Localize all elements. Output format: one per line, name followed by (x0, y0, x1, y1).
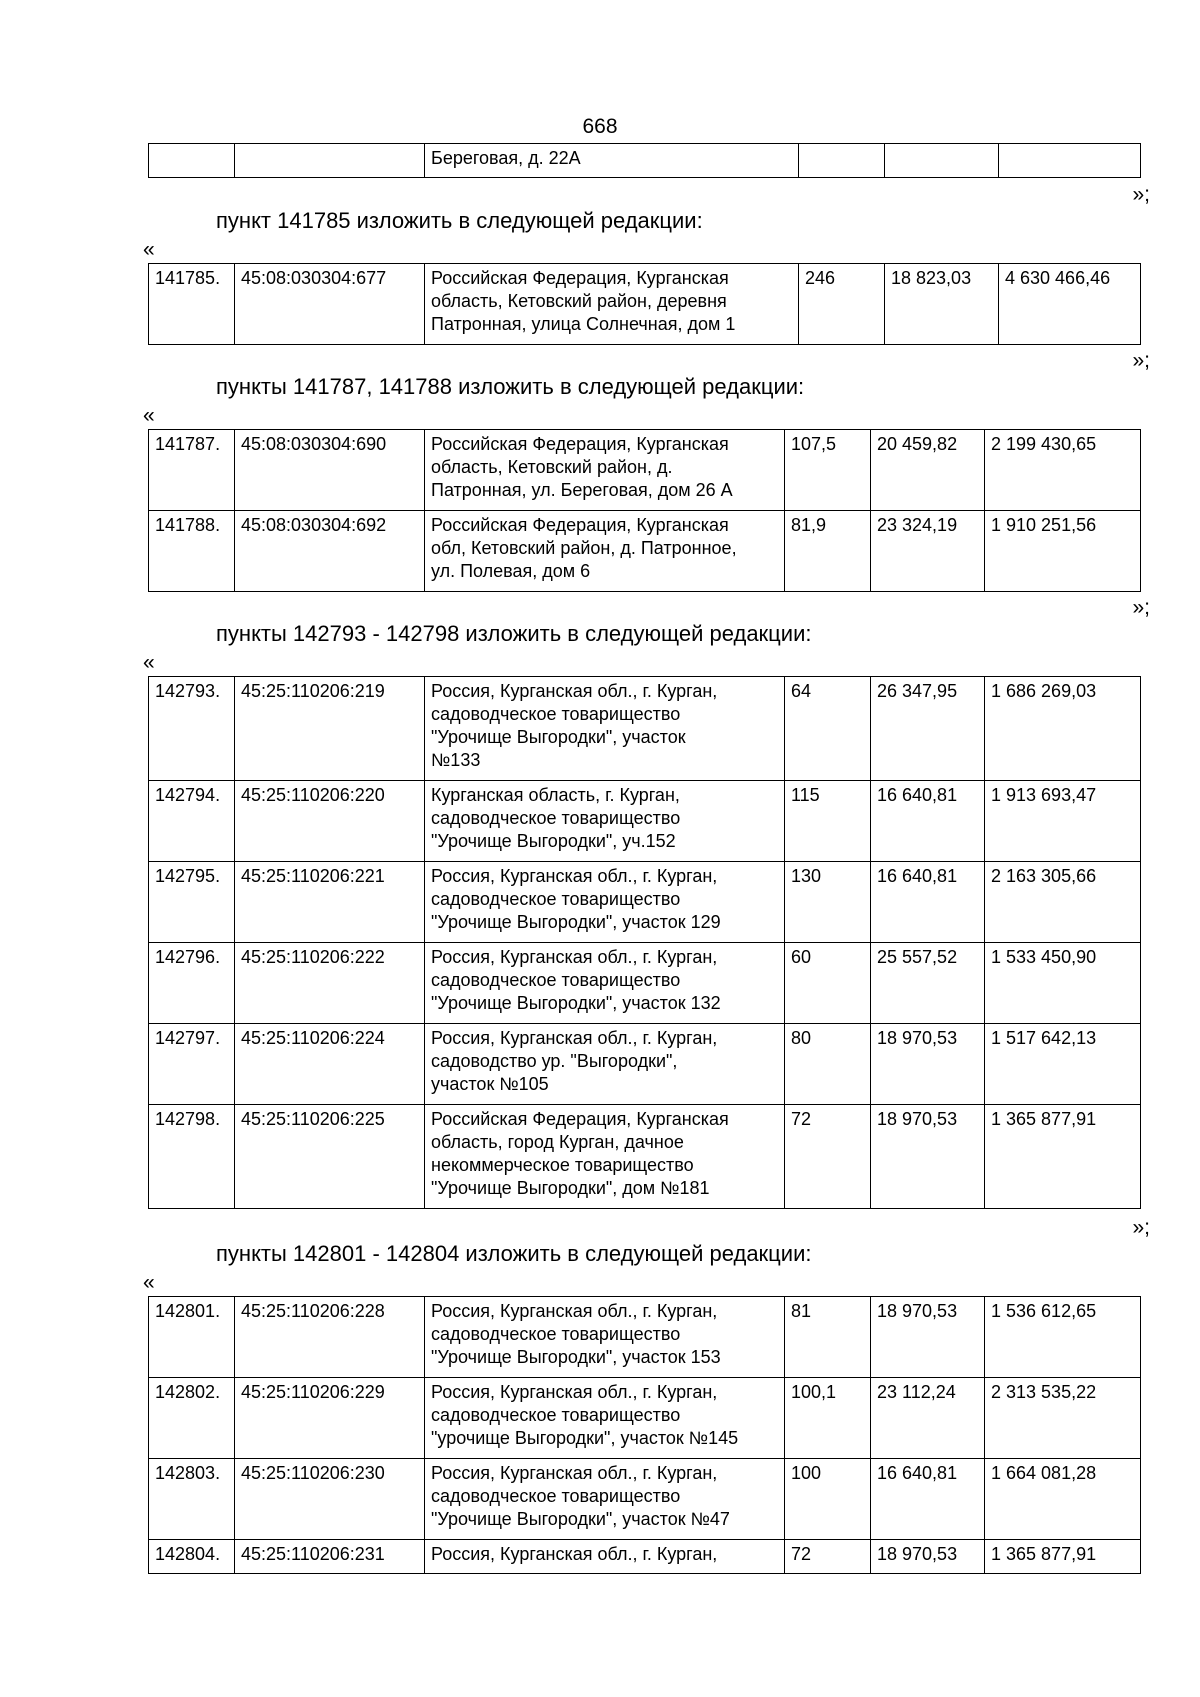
cadastral-number-cell: 45:25:110206:224 (235, 1024, 425, 1105)
cadastral-value-cell: 1 365 877,91 (985, 1540, 1141, 1574)
specific-value-cell: 23 324,19 (871, 511, 985, 592)
opening-quote: « (143, 238, 155, 261)
cadastral-value-cell: 1 365 877,91 (985, 1105, 1141, 1209)
item-number-cell: 142802. (149, 1378, 235, 1459)
item-number-cell: 142804. (149, 1540, 235, 1574)
item-number-cell: 142801. (149, 1297, 235, 1378)
cadastral-value-cell: 2 199 430,65 (985, 430, 1141, 511)
address-line: Россия, Курганская обл., г. Курган, (431, 947, 718, 967)
cadastral-number-cell: 45:25:110206:229 (235, 1378, 425, 1459)
address-line: участок №105 (431, 1074, 549, 1094)
address-line: садоводческое товарищество (431, 970, 681, 990)
area-cell: 100,1 (785, 1378, 871, 1459)
table-row (149, 144, 1141, 178)
amendment-table (148, 676, 1141, 1209)
address-cell (425, 677, 785, 781)
address-cell (425, 1378, 785, 1459)
address-cell (425, 144, 799, 178)
cadastral-value-cell: 2 313 535,22 (985, 1378, 1141, 1459)
address-line: садоводство ур. "Выгородки", (431, 1051, 678, 1071)
table-row (149, 1024, 1141, 1105)
table-row (149, 943, 1141, 1024)
table-row (149, 1540, 1141, 1574)
area-cell: 115 (785, 781, 871, 862)
table-row (149, 430, 1141, 511)
cadastral-number-cell: 45:25:110206:225 (235, 1105, 425, 1209)
item-number-cell: 142795. (149, 862, 235, 943)
cadastral-value-cell: 1 686 269,03 (985, 677, 1141, 781)
address-line: Патронная, улица Солнечная, дом 1 (431, 314, 736, 334)
opening-quote: « (143, 651, 155, 674)
area-cell: 72 (785, 1105, 871, 1209)
item-number-cell: 142793. (149, 677, 235, 781)
specific-value-cell: 20 459,82 (871, 430, 985, 511)
address-line: Россия, Курганская обл., г. Курган, (431, 1382, 718, 1402)
address-line: "Урочище Выгородки", участок (431, 727, 686, 747)
cadastral-value-cell: 1 536 612,65 (985, 1297, 1141, 1378)
address-cell (425, 781, 785, 862)
section-heading: пункт 141785 изложить в следующей редакции: (216, 208, 703, 233)
area-cell: 64 (785, 677, 871, 781)
address-line: Береговая, д. 22А (431, 148, 581, 168)
area-cell: 100 (785, 1459, 871, 1540)
area-cell: 60 (785, 943, 871, 1024)
area-cell: 246 (799, 264, 885, 345)
cadastral-number-cell: 45:08:030304:690 (235, 430, 425, 511)
amendment-table (148, 429, 1141, 592)
address-line: садоводческое товарищество (431, 1486, 681, 1506)
address-line: Патронная, ул. Береговая, дом 26 А (431, 480, 733, 500)
specific-value-cell: 18 970,53 (871, 1540, 985, 1574)
address-cell (425, 430, 785, 511)
address-line: Россия, Курганская обл., г. Курган, (431, 1301, 718, 1321)
area-cell: 130 (785, 862, 871, 943)
cadastral-number-cell: 45:25:110206:220 (235, 781, 425, 862)
area-cell: 72 (785, 1540, 871, 1574)
amendment-table (148, 1296, 1141, 1574)
address-line: Россия, Курганская обл., г. Курган, (431, 1544, 718, 1564)
continuation-table (148, 143, 1141, 178)
specific-value-cell: 16 640,81 (871, 862, 985, 943)
address-line: "Урочище Выгородки", уч.152 (431, 831, 676, 851)
specific-value-cell: 16 640,81 (871, 1459, 985, 1540)
cadastral-value-cell: 4 630 466,46 (999, 264, 1141, 345)
item-number-cell: 142796. (149, 943, 235, 1024)
address-line: некоммерческое товарищество (431, 1155, 694, 1175)
opening-quote: « (143, 404, 155, 427)
amendment-table (148, 263, 1141, 345)
address-line: садоводческое товарищество (431, 808, 681, 828)
item-number-cell: 141787. (149, 430, 235, 511)
cadastral-value-cell: 1 517 642,13 (985, 1024, 1141, 1105)
area-cell: 81 (785, 1297, 871, 1378)
item-number-cell: 142798. (149, 1105, 235, 1209)
table-row (149, 1378, 1141, 1459)
address-line: ул. Полевая, дом 6 (431, 561, 591, 581)
specific-value-cell: 23 112,24 (871, 1378, 985, 1459)
cadastral-value-cell: 1 910 251,56 (985, 511, 1141, 592)
cadastral-number-cell (235, 144, 425, 178)
cadastral-number-cell: 45:25:110206:222 (235, 943, 425, 1024)
address-line: "Урочище Выгородки", участок 132 (431, 993, 721, 1013)
cadastral-number-cell: 45:08:030304:692 (235, 511, 425, 592)
opening-quote: « (143, 1271, 155, 1294)
item-number-cell: 142803. (149, 1459, 235, 1540)
closing-quote: »; (1132, 183, 1150, 206)
section-heading: пункты 142801 - 142804 изложить в следующей редакции: (216, 1241, 812, 1266)
cadastral-number-cell: 45:25:110206:228 (235, 1297, 425, 1378)
item-number-cell: 142794. (149, 781, 235, 862)
item-number-cell: 141788. (149, 511, 235, 592)
area-cell: 80 (785, 1024, 871, 1105)
address-cell (425, 1459, 785, 1540)
closing-quote: »; (1132, 1216, 1150, 1239)
address-line: обл, Кетовский район, д. Патронное, (431, 538, 737, 558)
table-row (149, 1297, 1141, 1378)
address-cell (425, 1105, 785, 1209)
table-row (149, 1105, 1141, 1209)
address-line: "Урочище Выгородки", участок №47 (431, 1509, 730, 1529)
address-cell (425, 1297, 785, 1378)
address-cell (425, 1024, 785, 1105)
specific-value-cell: 26 347,95 (871, 677, 985, 781)
item-number-cell: 141785. (149, 264, 235, 345)
specific-value-cell: 18 823,03 (885, 264, 999, 345)
closing-quote: »; (1132, 349, 1150, 372)
specific-value-cell: 18 970,53 (871, 1297, 985, 1378)
section-heading: пункты 141787, 141788 изложить в следующей редакции: (216, 374, 805, 399)
section-heading: пункты 142793 - 142798 изложить в следующей редакции: (216, 621, 812, 646)
address-line: область, Кетовский район, деревня (431, 291, 727, 311)
specific-value-cell: 18 970,53 (871, 1105, 985, 1209)
address-cell (425, 943, 785, 1024)
address-cell (425, 1540, 785, 1574)
item-number-cell: 142797. (149, 1024, 235, 1105)
address-line: Курганская область, г. Курган, (431, 785, 680, 805)
specific-value-cell (885, 144, 999, 178)
area-cell: 81,9 (785, 511, 871, 592)
page-number: 668 (582, 115, 618, 138)
cadastral-value-cell (999, 144, 1141, 178)
address-cell (425, 862, 785, 943)
cadastral-number-cell: 45:25:110206:219 (235, 677, 425, 781)
address-cell (425, 264, 799, 345)
specific-value-cell: 16 640,81 (871, 781, 985, 862)
address-line: "Урочище Выгородки", участок 153 (431, 1347, 721, 1367)
table-row (149, 677, 1141, 781)
cadastral-number-cell: 45:25:110206:221 (235, 862, 425, 943)
table-row (149, 1459, 1141, 1540)
specific-value-cell: 18 970,53 (871, 1024, 985, 1105)
table-row (149, 511, 1141, 592)
item-number-cell (149, 144, 235, 178)
cadastral-number-cell: 45:25:110206:231 (235, 1540, 425, 1574)
cadastral-value-cell: 1 664 081,28 (985, 1459, 1141, 1540)
table-row (149, 862, 1141, 943)
address-line: Россия, Курганская обл., г. Курган, (431, 1028, 718, 1048)
address-line: садоводческое товарищество (431, 1405, 681, 1425)
address-line: "Урочище Выгородки", дом №181 (431, 1178, 710, 1198)
cadastral-value-cell: 2 163 305,66 (985, 862, 1141, 943)
address-line: Россия, Курганская обл., г. Курган, (431, 866, 718, 886)
address-line: садоводческое товарищество (431, 889, 681, 909)
closing-quote: »; (1132, 596, 1150, 619)
specific-value-cell: 25 557,52 (871, 943, 985, 1024)
address-line: Российская Федерация, Курганская (431, 434, 729, 454)
area-cell: 107,5 (785, 430, 871, 511)
address-line: №133 (431, 750, 481, 770)
cadastral-value-cell: 1 533 450,90 (985, 943, 1141, 1024)
address-line: садоводческое товарищество (431, 1324, 681, 1344)
address-line: Россия, Курганская обл., г. Курган, (431, 681, 718, 701)
address-line: Российская Федерация, Курганская (431, 1109, 729, 1129)
table-row (149, 264, 1141, 345)
address-line: "Урочище Выгородки", участок 129 (431, 912, 721, 932)
address-cell (425, 511, 785, 592)
address-line: Российская Федерация, Курганская (431, 268, 729, 288)
address-line: Россия, Курганская обл., г. Курган, (431, 1463, 718, 1483)
address-line: "урочище Выгородки", участок №145 (431, 1428, 739, 1448)
table-row (149, 781, 1141, 862)
cadastral-number-cell: 45:08:030304:677 (235, 264, 425, 345)
address-line: Российская Федерация, Курганская (431, 515, 729, 535)
address-line: область, Кетовский район, д. (431, 457, 673, 477)
cadastral-value-cell: 1 913 693,47 (985, 781, 1141, 862)
cadastral-number-cell: 45:25:110206:230 (235, 1459, 425, 1540)
address-line: садоводческое товарищество (431, 704, 681, 724)
area-cell (799, 144, 885, 178)
address-line: область, город Курган, дачное (431, 1132, 684, 1152)
